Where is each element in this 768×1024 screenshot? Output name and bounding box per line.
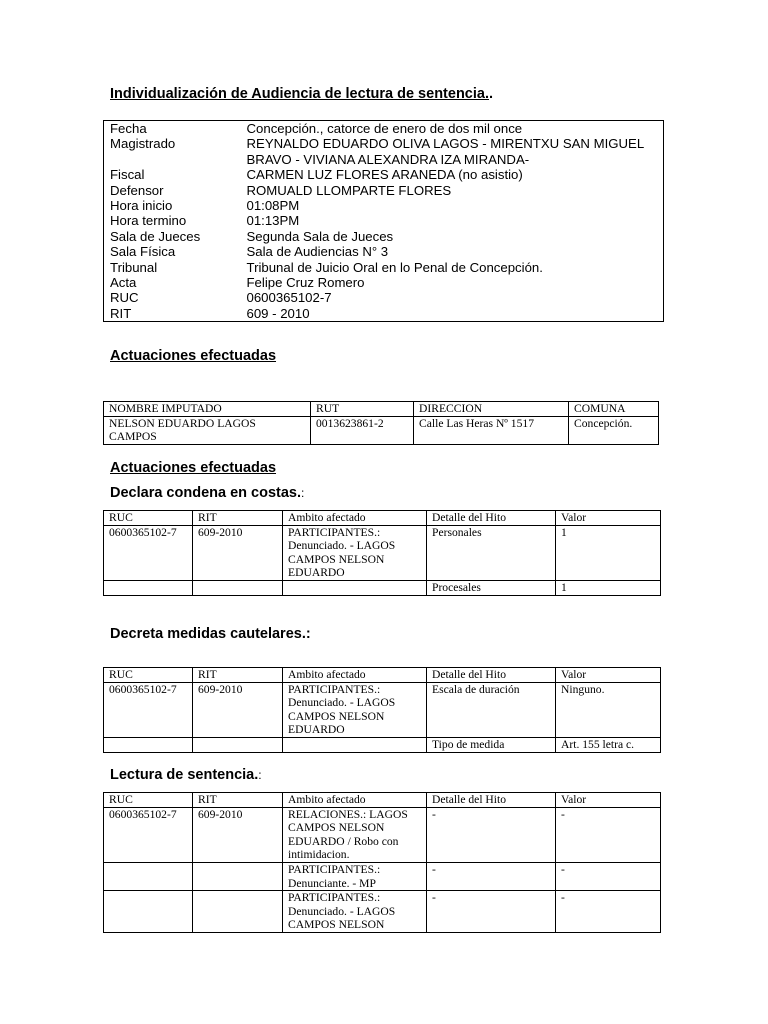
hito-header-cell: RIT <box>193 511 283 526</box>
info-value: ROMUALD LLOMPARTE FLORES <box>246 182 452 198</box>
hito-table-lectura-sentencia <box>103 792 661 933</box>
hito-cell-valor: Art. 155 letra c. <box>556 737 661 752</box>
hito-cell-ruc <box>104 737 193 752</box>
hearing-info-table <box>103 120 664 322</box>
info-row-sala-fisica <box>104 244 664 259</box>
info-label: Sala Física <box>110 244 176 260</box>
hito-cell-detalle: - <box>427 807 556 862</box>
hito-cell-detalle: Personales <box>427 525 556 580</box>
info-row-fecha <box>104 121 664 137</box>
hito-cell-ambito: PARTICIPANTES.: Denunciado. - LAGOS CAMPOS NELSON EDUARDO <box>283 682 427 737</box>
hito-row <box>104 682 661 737</box>
hito-cell-valor: - <box>556 862 661 890</box>
hito-header-cell: Detalle del Hito <box>427 668 556 683</box>
hito-cell-ambito: RELACIONES.: LAGOS CAMPOS NELSON EDUARDO / Robo con intimidacion. <box>283 807 427 862</box>
imputados-row <box>104 416 659 444</box>
info-row-defensor <box>104 183 664 198</box>
document-title-dot: . <box>488 86 494 102</box>
hito-row <box>104 580 661 595</box>
info-row-acta <box>104 275 664 290</box>
hito-cell-ambito: PARTICIPANTES.: Denunciado. - LAGOS CAMPOS NELSON <box>283 891 427 933</box>
hito-cell-detalle: Tipo de medida <box>427 737 556 752</box>
imputados-header-cell: RUT <box>311 402 414 417</box>
info-row-sala-jueces <box>104 229 664 244</box>
info-label: RIT <box>110 305 132 321</box>
actuaciones-heading-2: Actuaciones efectuadas <box>110 460 277 476</box>
hito-cell-ruc: 0600365102-7 <box>104 682 193 737</box>
info-row-tribunal <box>104 260 664 275</box>
hito-row <box>104 807 661 862</box>
hito-row <box>104 737 661 752</box>
hito-header-cell: RUC <box>104 668 193 683</box>
hito-table-medidas-cautelares <box>103 667 661 753</box>
info-value: Felipe Cruz Romero <box>246 275 365 291</box>
hito-cell-valor: - <box>556 807 661 862</box>
hito-header-cell: RIT <box>193 668 283 683</box>
hito-cell-valor: - <box>556 891 661 933</box>
hito-cell-ruc <box>104 580 193 595</box>
info-value: 01:08PM <box>246 198 300 214</box>
imputado-direccion: Calle Las Heras Nº 1517 <box>414 416 569 444</box>
section-title-text: Lectura de sentencia. <box>110 767 259 783</box>
info-label: Fiscal <box>110 167 145 183</box>
section-title-medidas-cautelares <box>110 626 311 642</box>
hito-header-cell: Detalle del Hito <box>427 511 556 526</box>
hito-cell-rit: 609-2010 <box>193 807 283 862</box>
hito-cell-detalle: Escala de duración <box>427 682 556 737</box>
hito-cell-detalle: - <box>427 862 556 890</box>
info-row-hora-inicio <box>104 198 664 213</box>
hito-cell-detalle: - <box>427 891 556 933</box>
hito-cell-valor: 1 <box>556 580 661 595</box>
hito-table-condena-costas <box>103 510 661 596</box>
info-label: Tribunal <box>110 259 158 275</box>
info-value: REYNALDO EDUARDO OLIVA LAGOS - MIRENTXU SAN MIGUEL BRAVO - VIVIANA ALEXANDRA IZA MIRANDA- <box>246 136 644 167</box>
info-value: Tribunal de Juicio Oral en lo Penal de Concepción. <box>246 259 543 275</box>
info-row-magistrado <box>104 136 664 167</box>
hito-cell-ambito: PARTICIPANTES.: Denunciante. - MP <box>283 862 427 890</box>
imputado-comuna: Concepción. <box>569 416 659 444</box>
section-title-lectura-sentencia <box>110 767 262 783</box>
hito-header-row <box>104 668 661 683</box>
hito-header-cell: Valor <box>556 511 661 526</box>
hito-cell-valor: 1 <box>556 525 661 580</box>
hito-cell-ruc <box>104 891 193 933</box>
info-row-fiscal <box>104 167 664 182</box>
imputados-header-cell: NOMBRE IMPUTADO <box>104 402 311 417</box>
hito-header-cell: RUC <box>104 793 193 808</box>
info-label: Magistrado <box>110 136 176 152</box>
hito-header-cell: Valor <box>556 793 661 808</box>
hito-header-row <box>104 793 661 808</box>
hito-cell-ambito: PARTICIPANTES.: Denunciado. - LAGOS CAMPOS NELSON EDUARDO <box>283 525 427 580</box>
hito-header-cell: RUC <box>104 511 193 526</box>
info-label: Hora inicio <box>110 198 173 214</box>
hito-header-cell: Ambito afectado <box>283 793 427 808</box>
actuaciones-heading-1: Actuaciones efectuadas <box>110 348 277 364</box>
imputado-nombre: NELSON EDUARDO LAGOS CAMPOS <box>104 416 311 444</box>
imputados-table <box>103 401 659 445</box>
document-title <box>110 86 493 102</box>
info-value: Concepción., catorce de enero de dos mil once <box>246 121 523 136</box>
hito-cell-ruc: 0600365102-7 <box>104 807 193 862</box>
section-title-text: Decreta medidas cautelares.: <box>110 626 311 642</box>
info-value: Segunda Sala de Jueces <box>246 228 394 244</box>
info-label: Hora termino <box>110 213 187 229</box>
info-label: Acta <box>110 275 137 291</box>
hito-cell-ambito <box>283 737 427 752</box>
info-value: CARMEN LUZ FLORES ARANEDA (no asistio) <box>246 167 523 183</box>
info-label: Sala de Jueces <box>110 228 201 244</box>
hito-cell-rit <box>193 862 283 890</box>
hito-header-cell: Valor <box>556 668 661 683</box>
imputado-rut: 0013623861-2 <box>311 416 414 444</box>
imputados-header-cell: COMUNA <box>569 402 659 417</box>
info-value: 609 - 2010 <box>246 305 310 321</box>
hito-cell-rit: 609-2010 <box>193 682 283 737</box>
section-title-suffix: : <box>301 486 305 500</box>
hito-header-cell: Ambito afectado <box>283 511 427 526</box>
hito-cell-rit <box>193 580 283 595</box>
hito-cell-detalle: Procesales <box>427 580 556 595</box>
hito-cell-rit <box>193 891 283 933</box>
hito-header-cell: Ambito afectado <box>283 668 427 683</box>
info-row-hora-termino <box>104 213 664 228</box>
info-row-rit <box>104 306 664 322</box>
info-label: Fecha <box>110 121 147 136</box>
hito-cell-rit <box>193 737 283 752</box>
info-value: 01:13PM <box>246 213 300 229</box>
imputados-header-row <box>104 402 659 417</box>
hito-cell-rit: 609-2010 <box>193 525 283 580</box>
info-value: 0600365102-7 <box>246 290 332 306</box>
section-title-text: Declara condena en costas. <box>110 485 301 501</box>
hito-row <box>104 862 661 890</box>
document-title-text: Individualización de Audiencia de lectura de sentencia. <box>110 86 489 102</box>
imputados-header-cell: DIRECCION <box>414 402 569 417</box>
hito-cell-valor: Ninguno. <box>556 682 661 737</box>
hito-cell-ruc: 0600365102-7 <box>104 525 193 580</box>
hito-row <box>104 891 661 933</box>
hito-cell-ambito <box>283 580 427 595</box>
hito-row <box>104 525 661 580</box>
hito-cell-ruc <box>104 862 193 890</box>
info-row-ruc <box>104 290 664 305</box>
hito-header-cell: Detalle del Hito <box>427 793 556 808</box>
info-label: RUC <box>110 290 139 306</box>
info-label: Defensor <box>110 182 164 198</box>
section-title-suffix: : <box>258 768 262 782</box>
info-value: Sala de Audiencias N° 3 <box>246 244 389 260</box>
section-title-condena-costas <box>110 485 304 501</box>
hito-header-row <box>104 511 661 526</box>
hito-header-cell: RIT <box>193 793 283 808</box>
